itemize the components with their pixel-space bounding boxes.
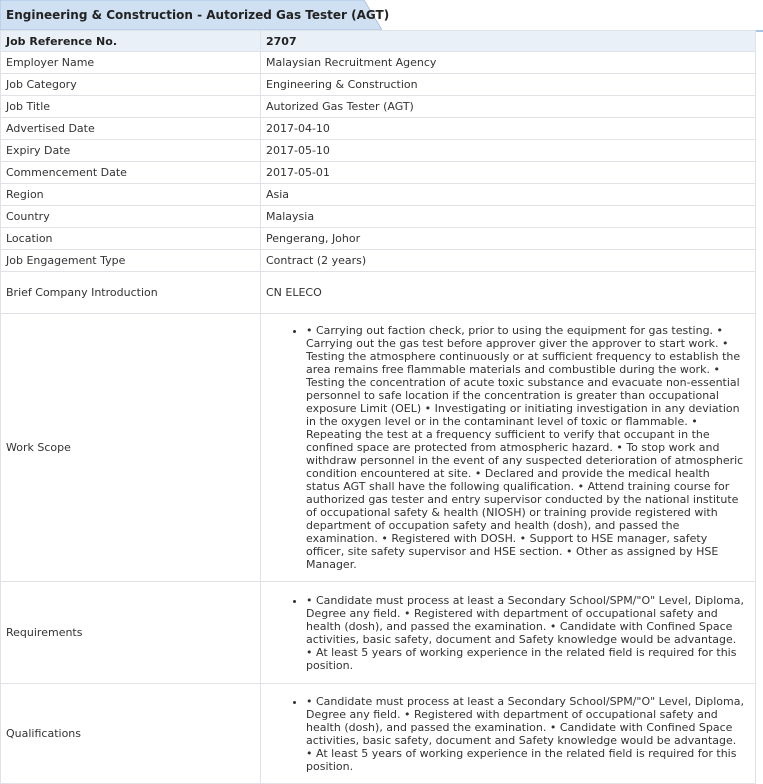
field-label: Job Title — [1, 96, 261, 118]
country-value: Malaysia — [261, 206, 756, 228]
region-value: Asia — [261, 184, 756, 206]
table-row — [1, 184, 756, 206]
engagement-type-value: Contract (2 years) — [261, 250, 756, 272]
table-row-brief — [1, 272, 756, 314]
work-scope-cell — [261, 314, 756, 582]
job-details-table — [0, 30, 756, 784]
company-intro-value: CN ELECO — [261, 272, 756, 314]
work-scope-list — [266, 324, 750, 571]
field-label: Country — [1, 206, 261, 228]
field-label: Commencement Date — [1, 162, 261, 184]
requirements-cell — [261, 582, 756, 684]
title-tab-bar — [0, 0, 763, 32]
field-label: Requirements — [1, 582, 261, 684]
table-row-work-scope — [1, 314, 756, 582]
table-row — [1, 162, 756, 184]
advertised-date-value: 2017-04-10 — [261, 118, 756, 140]
work-scope-text: • • Carrying out faction check, prior to using the equipment for gas testing. • Carrying out the gas test before approver giver the approver to start work. • Testing the atmosphere continuously or at sufficient frequency to establish the area remains free flammable materials and combustible during the work. • Testing the concentration of acute toxic substance and evacuate non-essential personnel to safe location if the concentration is greater than occupational exposure Limit (OEL) • Investigating or initiating investigation in any deviation in the oxygen level or in the contaminant level of toxic or flammable. • Repeating the test at a frequency sufficient to verify that occupant in the confined space are protected from atmospheric hazard. • To stop work and withdraw personnel in the event of any suspected deterioration of atmospheric condition encountered at site. • Declared and provide the medical health status AGT shall have the following qualification. • Attend training course for authorized gas tester and entry supervisor conducted by the national institute of occupational safety & health (NIOSH) or training provide registered with department of occupation safety and health (dosh), and passed the examination. • Registered with DOSH. • Support to HSE manager, safety officer, site safety supervisor and HSE section. • Other as assigned by HSE Manager. — [306, 324, 750, 571]
table-row — [1, 140, 756, 162]
table-row-qualifications — [1, 684, 756, 784]
title-tab — [0, 0, 390, 30]
qualifications-text: • • Candidate must process at least a Secondary School/SPM/"O" Level, Diploma, Degree any field. • Registered with department of occupational safety and health (dosh), and passed the examination. • Candidate with Confined Space activities, basic safety, document and Safety knowledge would be advantage. • At least 5 years of working experience in the related field is required for this position. — [306, 695, 750, 773]
qualifications-list — [266, 695, 750, 773]
qualifications-cell — [261, 684, 756, 784]
table-row — [1, 96, 756, 118]
commencement-date-value: 2017-05-01 — [261, 162, 756, 184]
field-label: Expiry Date — [1, 140, 261, 162]
job-category-value: Engineering & Construction — [261, 74, 756, 96]
table-row — [1, 74, 756, 96]
requirements-text: • • Candidate must process at least a Secondary School/SPM/"O" Level, Diploma, Degree any field. • Registered with department of occupational safety and health (dosh), and passed the examination. • Candidate with Confined Space activities, basic safety, document and Safety knowledge would be advantage. • At least 5 years of working experience in the related field is required for this position. — [306, 594, 750, 672]
job-title-value: Autorized Gas Tester (AGT) — [261, 96, 756, 118]
requirements-list — [266, 594, 750, 672]
field-label: Work Scope — [1, 314, 261, 582]
expiry-date-value: 2017-05-10 — [261, 140, 756, 162]
table-row — [1, 228, 756, 250]
field-label: Employer Name — [1, 52, 261, 74]
table-row — [1, 250, 756, 272]
employer-name-value: Malaysian Recruitment Agency — [261, 52, 756, 74]
ref-value: 2707 — [261, 31, 756, 52]
page-title: Engineering & Construction - Autorized Gas Tester (AGT) — [6, 8, 390, 22]
field-label: Qualifications — [1, 684, 261, 784]
field-label: Brief Company Introduction — [1, 272, 261, 314]
table-row — [1, 118, 756, 140]
field-label: Job Engagement Type — [1, 250, 261, 272]
field-label: Location — [1, 228, 261, 250]
table-row — [1, 52, 756, 74]
table-row-reference — [1, 31, 756, 52]
table-row-requirements — [1, 582, 756, 684]
field-label: Region — [1, 184, 261, 206]
location-value: Pengerang, Johor — [261, 228, 756, 250]
table-row — [1, 206, 756, 228]
field-label: Job Category — [1, 74, 261, 96]
ref-label: Job Reference No. — [1, 31, 261, 52]
field-label: Advertised Date — [1, 118, 261, 140]
